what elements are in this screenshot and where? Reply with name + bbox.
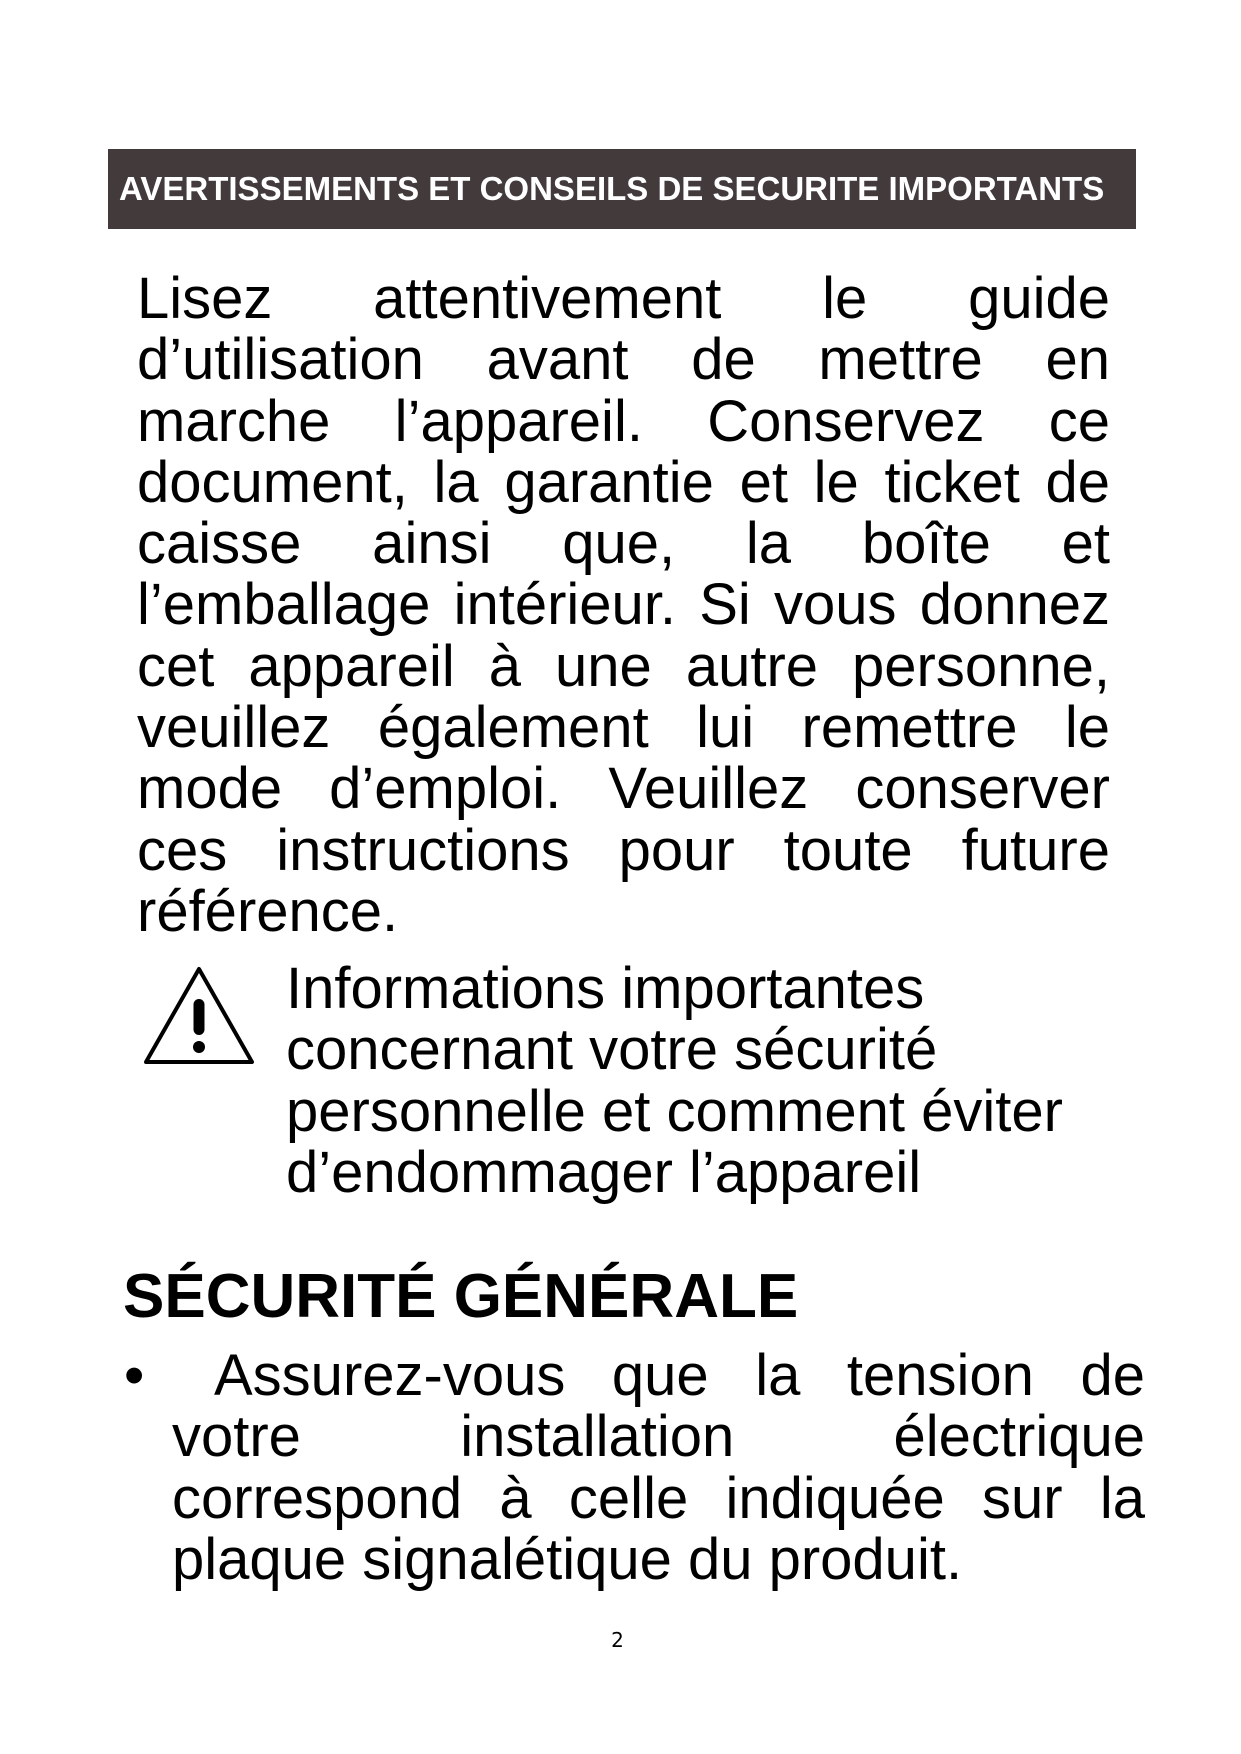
safety-list-item: Assurez-vous que la tension de votre installation électrique correspond à celle indiquée sur la plaque signalétique du produit. — [172, 1343, 1145, 1592]
bullet-marker: • — [124, 1343, 145, 1408]
section-banner: AVERTISSEMENTS ET CONSEILS DE SECURITE IMPORTANTS — [108, 149, 1136, 229]
general-safety-heading: SÉCURITÉ GÉNÉRALE — [123, 1262, 799, 1331]
page-number: 2 — [611, 1628, 624, 1652]
warning-triangle-icon — [142, 965, 256, 1067]
safety-notice-text: Informations importantes concernant votre sécurité personnelle et comment éviter d’endommager l’appareil — [286, 956, 1063, 1205]
intro-paragraph: Lisez attentivement le guide d’utilisation avant de mettre en marche l’appareil. Conservez ce document, la garantie et le ticket de caisse ainsi que, la boîte et l’emballage intérieur. Si vous donnez cet appareil à une autre personne, veuillez également lui remettre le mode d’emploi. Veuillez conserver ces instructions pour toute future référence. — [137, 266, 1110, 944]
